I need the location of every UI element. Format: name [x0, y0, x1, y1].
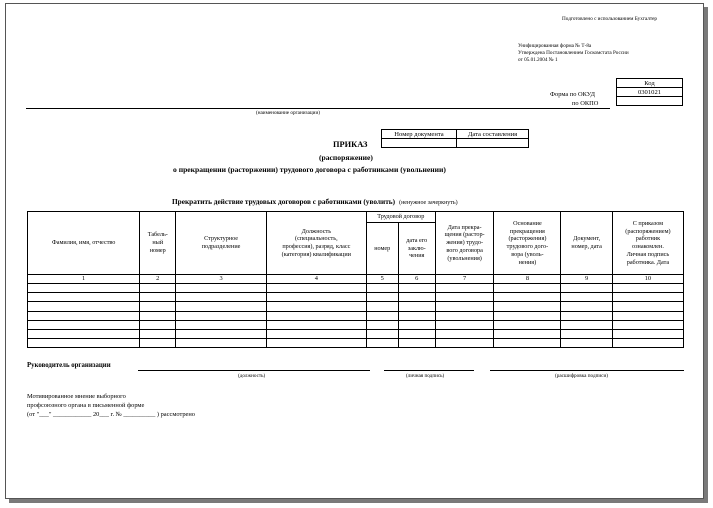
- okpo-value: [617, 97, 683, 106]
- table-row: [28, 320, 684, 329]
- doc-number-header: Номер документа: [382, 130, 457, 139]
- doc-number-value: [382, 139, 457, 148]
- employees-table: [27, 211, 684, 348]
- doc-date-header: Дата составления: [457, 130, 529, 139]
- opinion-line-3: (от "___" ____________ 20___ г. № __________ ) рассмотрено: [27, 411, 195, 418]
- table-row: [28, 311, 684, 320]
- table-row: [28, 302, 684, 311]
- terminate-text: Прекратить действие трудовых договоров с работниками (уволить): [172, 197, 396, 206]
- opinion-line-1: Мотивированное мнение выборного: [27, 393, 126, 400]
- column-number: 1: [28, 275, 140, 284]
- table-row: [28, 329, 684, 338]
- column-number: 6: [398, 275, 435, 284]
- column-number: 2: [140, 275, 176, 284]
- position-caption: (должность): [238, 373, 266, 379]
- col-contract-group-header: Трудовой договор: [366, 212, 435, 223]
- column-number: 10: [612, 275, 683, 284]
- okud-value: 0301021: [617, 88, 683, 97]
- document-page: [5, 3, 704, 499]
- title-line: о прекращении (расторжении) трудового договора с работниками (увольнении): [173, 165, 446, 174]
- form-line-1: Унифицированная форма № Т-8а: [518, 43, 592, 49]
- okpo-label: по ОКПО: [572, 100, 599, 107]
- column-number: 3: [176, 275, 267, 284]
- form-line-3: от 05.01.2004 № 1: [518, 57, 558, 63]
- page-subtitle: (распоряжение): [319, 153, 373, 162]
- col-fullname-header: Фамилия, имя, отчество: [28, 212, 140, 275]
- col-contract-date-header: дата его заклю- чения: [398, 223, 435, 275]
- org-caption: (наименование организации): [256, 110, 320, 116]
- col-signature-header: С приказом (распоряжением) работник ознакомлен. Личная подпись работника. Дата: [612, 212, 683, 275]
- col-basis-header: Основание прекращения (расторжения) трудового дого- вора (уволь- нения): [494, 212, 561, 275]
- decode-line: [490, 370, 684, 371]
- doc-date-value: [457, 139, 529, 148]
- column-number: 9: [561, 275, 612, 284]
- table-row: [28, 284, 684, 293]
- head-label: Руководитель организации: [27, 362, 111, 369]
- decode-caption: (расшифровка подписи): [555, 373, 608, 379]
- table-row: [28, 339, 684, 348]
- col-contract-number-header: номер: [366, 223, 398, 275]
- okud-label: Форма по ОКУД: [550, 91, 595, 98]
- prepared-note: Подготовлено с использованием Бухгалтер: [562, 16, 658, 22]
- col-document-header: Документ, номер, дата: [561, 212, 612, 275]
- column-number: 4: [266, 275, 366, 284]
- signature-caption: (личная подпись): [406, 373, 445, 379]
- terminate-note: (ненужное зачеркнуть): [399, 200, 458, 206]
- page-title: ПРИКАЗ: [333, 140, 368, 149]
- col-tabnum-header: Табель- ный номер: [140, 212, 176, 275]
- form-line-2: Утверждена Постановлением Госкомстата России: [518, 50, 629, 56]
- codes-table: [616, 78, 683, 106]
- col-termination-date-header: Дата прекра- щения (растор- жения) трудо- вого договора (увольнения): [435, 212, 494, 275]
- col-position-header: Должность (специальность, профессия), разряд, класс (категория) квалификации: [266, 212, 366, 275]
- table-row: [28, 293, 684, 302]
- column-number: 7: [435, 275, 494, 284]
- position-line: [138, 370, 370, 371]
- doc-number-date-box: [381, 129, 529, 148]
- code-header: Код: [617, 79, 683, 88]
- column-number: 5: [366, 275, 398, 284]
- col-department-header: Структурное подразделение: [176, 212, 267, 275]
- terminate-statement: [172, 191, 458, 209]
- signature-line: [384, 370, 474, 371]
- organization-line: [26, 108, 610, 109]
- opinion-line-2: профсоюзного органа в письменной форме: [27, 402, 145, 409]
- column-number: 8: [494, 275, 561, 284]
